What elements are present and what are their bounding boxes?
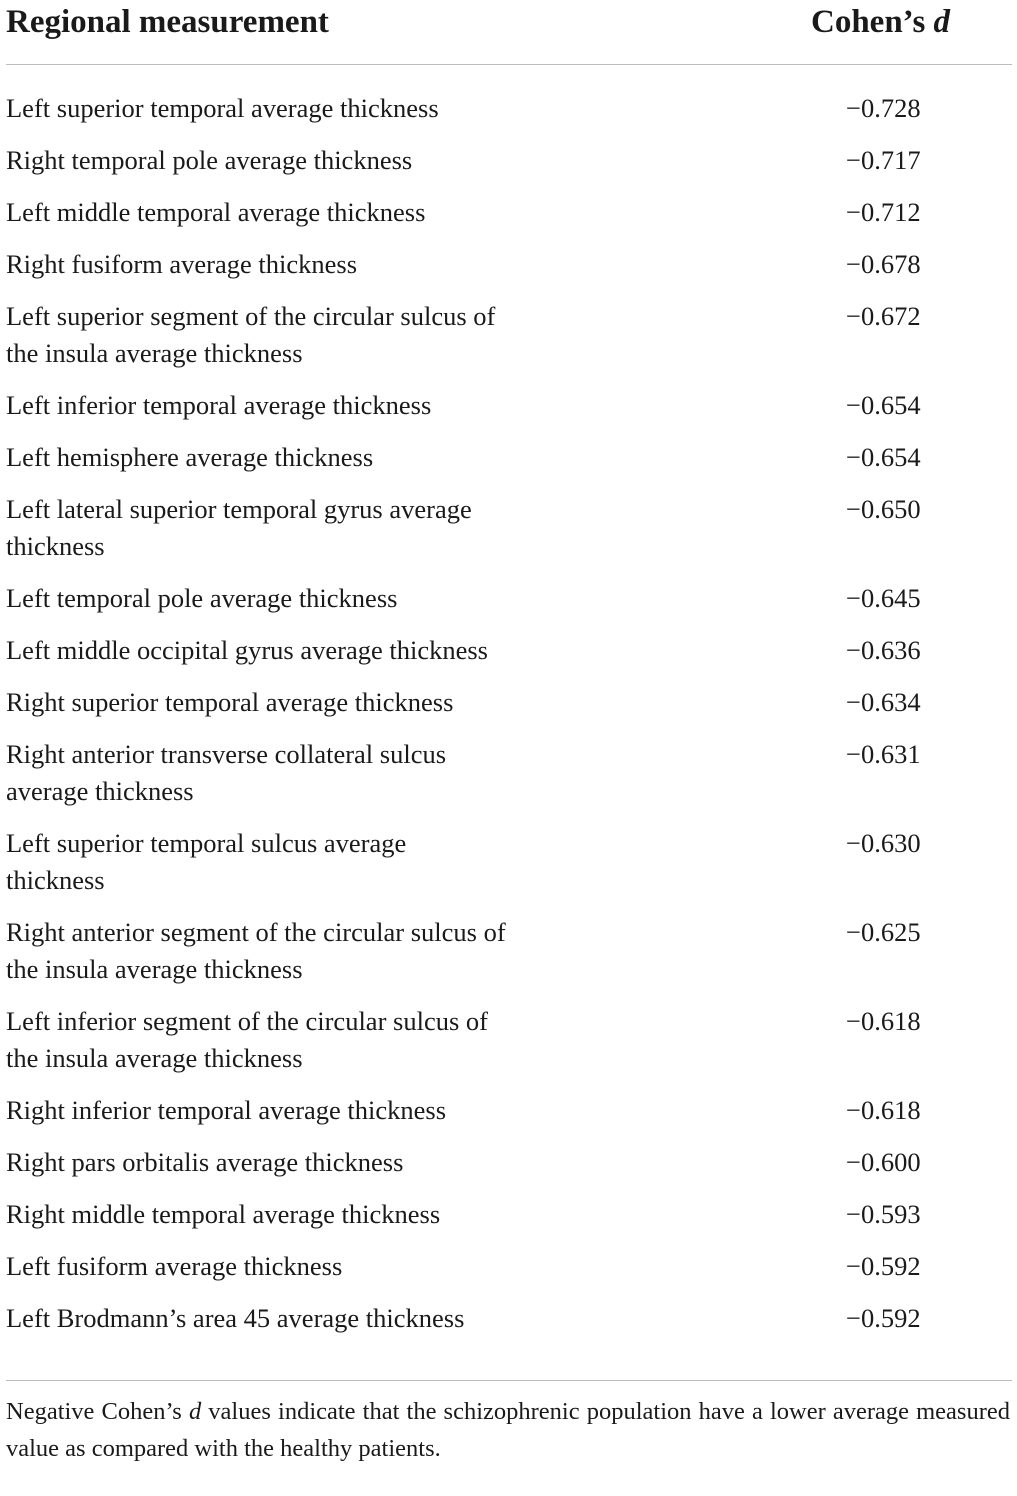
row-cohens-d-value: −0.650 [846, 494, 921, 524]
table-row [6, 1003, 1012, 1077]
table-row [6, 1092, 1012, 1129]
row-cohens-d-value: −0.645 [846, 583, 921, 613]
table-row [6, 825, 1012, 899]
row-cohens-d-value: −0.654 [846, 442, 921, 472]
row-label: Right temporal pole average thickness [6, 145, 413, 175]
table-row [6, 1248, 1012, 1285]
row-cohens-d-value: −0.593 [846, 1199, 921, 1229]
row-cohens-d-value: −0.592 [846, 1251, 921, 1281]
table-row [6, 684, 1012, 721]
column-header-cohens-d [811, 2, 950, 42]
row-label: Left middle temporal average thickness [6, 197, 426, 227]
column-header-cohens-prefix: Cohen’s [811, 4, 934, 40]
row-cohens-d-value: −0.630 [846, 828, 921, 858]
row-cohens-d-value: −0.712 [846, 197, 921, 227]
table-row [6, 298, 1012, 372]
row-label: Left inferior temporal average thickness [6, 390, 432, 420]
table-row [6, 580, 1012, 617]
table-row [6, 1300, 1012, 1337]
table-row [6, 90, 1012, 127]
table-row [6, 736, 1012, 810]
row-label: Left superior segment of the circular sulcus of the insula average thickness [6, 301, 496, 368]
row-label: Left middle occipital gyrus average thickness [6, 635, 488, 665]
row-cohens-d-value: −0.654 [846, 390, 921, 420]
row-label: Right fusiform average thickness [6, 249, 358, 279]
row-label: Right superior temporal average thickness [6, 687, 454, 717]
row-cohens-d-value: −0.592 [846, 1303, 921, 1333]
footnote-prefix: Negative Cohen’s [6, 1398, 189, 1425]
row-cohens-d-value: −0.600 [846, 1147, 921, 1177]
row-label: Right anterior transverse collateral sulcus average thickness [6, 739, 447, 806]
row-cohens-d-value: −0.672 [846, 301, 921, 331]
data-table [6, 0, 1012, 1467]
row-cohens-d-value: −0.631 [846, 739, 921, 769]
footnote-d-symbol: d [188, 1398, 202, 1425]
row-cohens-d-value: −0.636 [846, 635, 921, 665]
column-header-d-symbol: d [933, 4, 951, 40]
row-label: Right pars orbitalis average thickness [6, 1147, 404, 1177]
table-row [6, 491, 1012, 565]
row-label: Left inferior segment of the circular sulcus of the insula average thickness [6, 1006, 488, 1073]
row-label: Left temporal pole average thickness [6, 583, 398, 613]
row-label: Right anterior segment of the circular sulcus of the insula average thickness [6, 917, 506, 984]
row-label: Right inferior temporal average thickness [6, 1095, 447, 1125]
table-row [6, 632, 1012, 669]
row-cohens-d-value: −0.618 [846, 1006, 921, 1036]
row-label: Right middle temporal average thickness [6, 1199, 441, 1229]
row-label: Left lateral superior temporal gyrus average thickness [6, 494, 472, 561]
row-label: Left superior temporal average thickness [6, 93, 439, 123]
row-label: Left superior temporal sulcus average thickness [6, 828, 407, 895]
table-footnote [6, 1381, 1010, 1467]
table-row [6, 246, 1012, 283]
row-label: Left fusiform average thickness [6, 1251, 343, 1281]
row-cohens-d-value: −0.625 [846, 917, 921, 947]
table-row [6, 142, 1012, 179]
row-cohens-d-value: −0.634 [846, 687, 921, 717]
row-cohens-d-value: −0.618 [846, 1095, 921, 1125]
row-cohens-d-value: −0.728 [846, 93, 921, 123]
row-label: Left hemisphere average thickness [6, 442, 374, 472]
table-body [6, 65, 1012, 1381]
table-row [6, 1196, 1012, 1233]
table-row [6, 914, 1012, 988]
row-cohens-d-value: −0.678 [846, 249, 921, 279]
table-header [6, 0, 1012, 65]
table-row [6, 387, 1012, 424]
table-row [6, 439, 1012, 476]
column-header-regional-measurement: Regional measurement [6, 4, 329, 40]
table-row [6, 1144, 1012, 1181]
row-cohens-d-value: −0.717 [846, 145, 921, 175]
table-row [6, 194, 1012, 231]
row-label: Left Brodmann’s area 45 average thickness [6, 1303, 465, 1333]
footnote-suffix: values indicate that the schizophrenic population have a lower average measured value as compared with the healthy patients. [6, 1398, 1010, 1462]
